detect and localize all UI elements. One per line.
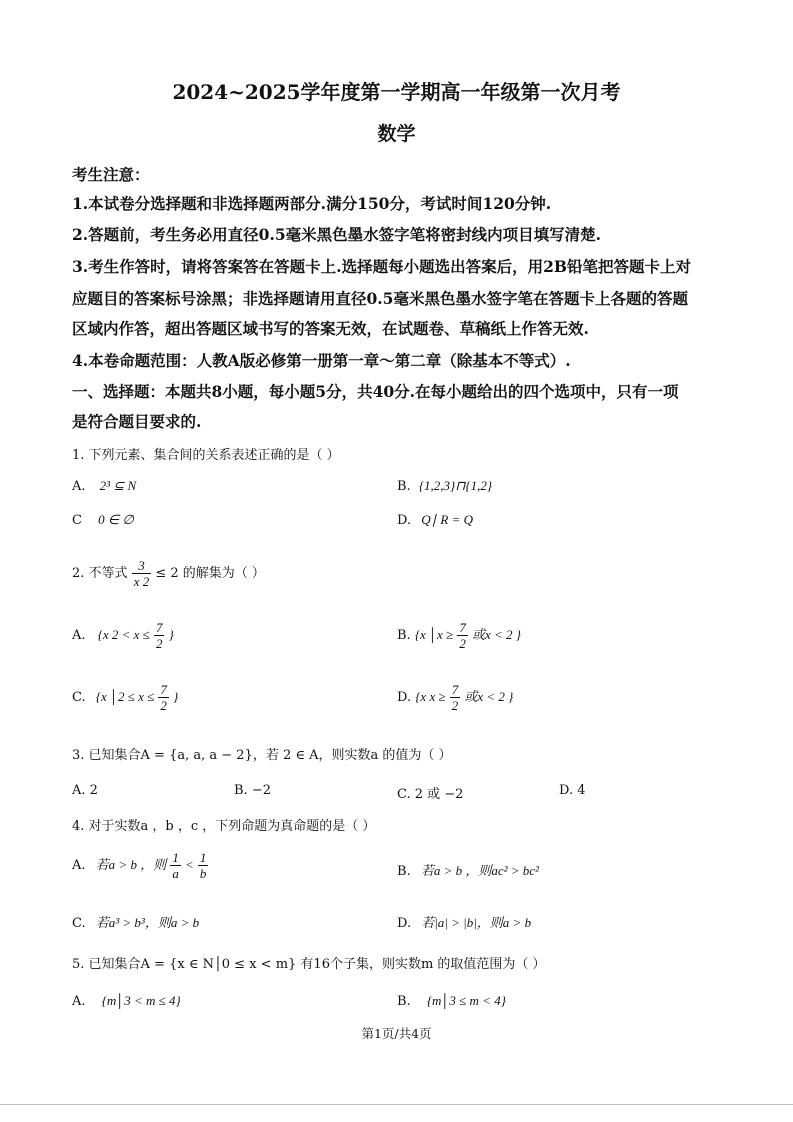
note-1: 1.本试卷分选择题和非选择题两部分.满分150分，考试时间120分钟.	[72, 194, 552, 213]
q1-option-c	[72, 512, 134, 528]
q3-option-d: D. 4	[559, 783, 586, 798]
q5-stem: 5. 已知集合A = {x ∈ N│0 ≤ x < m} 有16个子集，则实数m 的取值范围为（ ）	[72, 957, 546, 972]
q4-c-label: C.	[72, 916, 86, 931]
q2-frac-den: x 2	[133, 574, 150, 589]
q2-d-num: 7	[451, 682, 459, 697]
q2-d-den: 2	[451, 698, 459, 713]
note-3-line-3: 区域内作答，超出答题区域书写的答案无效，在试题卷、草稿纸上作答无效.	[72, 319, 589, 338]
section-heading-line-2: 是符合题目要求的.	[72, 412, 202, 431]
q4-a-frac-1	[170, 850, 181, 881]
q1-stem: 1. 下列元素、集合间的关系表述正确的是（ ）	[72, 448, 340, 463]
q4-option-d	[397, 912, 531, 931]
q2-b-den: 2	[459, 636, 466, 651]
q2-c-den: 2	[160, 698, 167, 713]
q1-option-d	[397, 512, 473, 528]
q2-a-pre: {x 2 < x ≤	[97, 627, 150, 642]
q2-a-den: 2	[155, 636, 163, 651]
q3-stem: 3. 已知集合A = {a, a, a − 2}，若 2 ∈ A，则实数a 的值为（ ）	[72, 748, 452, 763]
q4-a-lt: <	[184, 857, 194, 872]
q2-c-label: C.	[72, 690, 86, 705]
q1-a-label: A.	[72, 479, 86, 494]
q4-option-c	[72, 912, 199, 931]
q5-a-text: {m│3 < m ≤ 4}	[101, 993, 181, 1008]
q4-c-text: 若a³ > b³，则a > b	[95, 915, 200, 930]
q2-stem-fraction	[132, 558, 152, 589]
q2-b-post: 或x < 2 }	[472, 627, 521, 642]
q1-d-text: Q∣ R = Q	[421, 512, 473, 527]
q2-c-pre: {x │2 ≤ x ≤	[95, 689, 155, 704]
q2-c-num: 7	[160, 682, 167, 697]
q2-a-fraction	[154, 620, 165, 651]
q4-a-num-1: 1	[172, 850, 179, 865]
q2-a-post: }	[168, 627, 174, 642]
q2-b-label: B.	[397, 628, 411, 643]
q1-option-b	[397, 478, 492, 494]
q5-option-a	[72, 993, 181, 1009]
q5-b-label: B.	[397, 994, 411, 1009]
q4-a-pre: 若a > b ，则	[95, 857, 167, 872]
q4-d-text: 若|a| > |b|，则a > b	[421, 915, 532, 930]
q2-option-c	[72, 682, 178, 713]
note-2: 2.答题前，考生务必用直径0.5毫米黑色墨水签字笔将密封线内项目填写清楚.	[72, 225, 602, 244]
q2-b-num: 7	[459, 620, 466, 635]
q3-option-a: A. 2	[72, 783, 98, 798]
q3-option-b: B. −2	[234, 783, 271, 798]
note-3-line-1: 3.考生作答时，请将答案答在答题卡上.选择题每小题选出答案后，用2B铅笔把答题卡上对	[72, 257, 691, 276]
q3-option-c: C. 2 或 −2	[397, 787, 464, 802]
q2-c-post: }	[173, 689, 179, 704]
q2-d-pre: {x x ≥	[415, 689, 446, 704]
q4-d-label: D.	[397, 916, 412, 931]
q4-b-text: 若a > b ，则ac² > bc²	[420, 863, 539, 878]
q5-option-b	[397, 993, 506, 1009]
q2-d-fraction	[450, 682, 461, 713]
page-number: 第1页/共4页	[361, 1026, 432, 1041]
q2-stem	[72, 558, 265, 589]
q1-d-label: D.	[397, 513, 412, 528]
q2-d-label: D.	[397, 690, 412, 705]
q4-a-frac-2	[198, 850, 209, 881]
q2-b-fraction	[457, 620, 468, 651]
q2-frac-num: 3	[132, 558, 152, 574]
notes-heading: 考生注意：	[72, 165, 150, 184]
q2-stem-post: ≤ 2 的解集为（ ）	[155, 566, 265, 581]
q5-b-text: {m│3 ≤ m < 4}	[426, 993, 506, 1008]
note-4: 4.本卷命题范围：人教A版必修第一册第一章～第二章（除基本不等式）.	[72, 351, 571, 370]
q1-b-text: {1,2,3}⊓{1,2}	[418, 478, 493, 493]
q2-d-post: 或x < 2 }	[464, 689, 514, 704]
q2-option-b	[397, 620, 521, 651]
exam-title: 2024~2025学年度第一学期高一年级第一次月考	[172, 80, 621, 104]
q2-option-a	[72, 620, 174, 651]
q1-c-text: 0 ∈ ∅	[98, 512, 134, 527]
section-heading-line-1: 一、选择题：本题共8小题，每小题5分，共40分.在每小题给出的四个选项中，只有一项	[72, 382, 679, 401]
q2-a-num: 7	[155, 620, 163, 635]
q4-a-den-2: b	[199, 866, 207, 881]
q4-option-b	[397, 860, 539, 879]
q1-a-text: 2³ ⊆ N	[99, 478, 137, 493]
exam-subject: 数学	[377, 123, 416, 145]
q4-option-a	[72, 850, 208, 881]
q2-stem-pre: 2. 不等式	[72, 566, 128, 581]
q4-a-label: A.	[72, 858, 86, 873]
q1-option-a	[72, 478, 136, 494]
q4-stem: 4. 对于实数a ，b ，c ，下列命题为真命题的是（ ）	[72, 819, 376, 834]
q5-a-label: A.	[72, 994, 86, 1009]
q2-c-fraction	[158, 682, 169, 713]
q1-c-label: C	[72, 513, 82, 528]
q1-b-label: B.	[397, 479, 411, 494]
q4-a-den-1: a	[172, 866, 179, 881]
q4-a-num-2: 1	[199, 850, 207, 865]
note-3-line-2: 应题目的答案标号涂黑；非选择题请用直径0.5毫米黑色墨水签字笔在答题卡上各题的答题	[72, 289, 688, 308]
page-divider	[0, 1104, 793, 1105]
q2-a-label: A.	[72, 628, 86, 643]
q2-option-d	[397, 682, 513, 713]
q4-b-label: B.	[397, 864, 411, 879]
q2-b-pre: {x │x ≥	[414, 627, 454, 642]
